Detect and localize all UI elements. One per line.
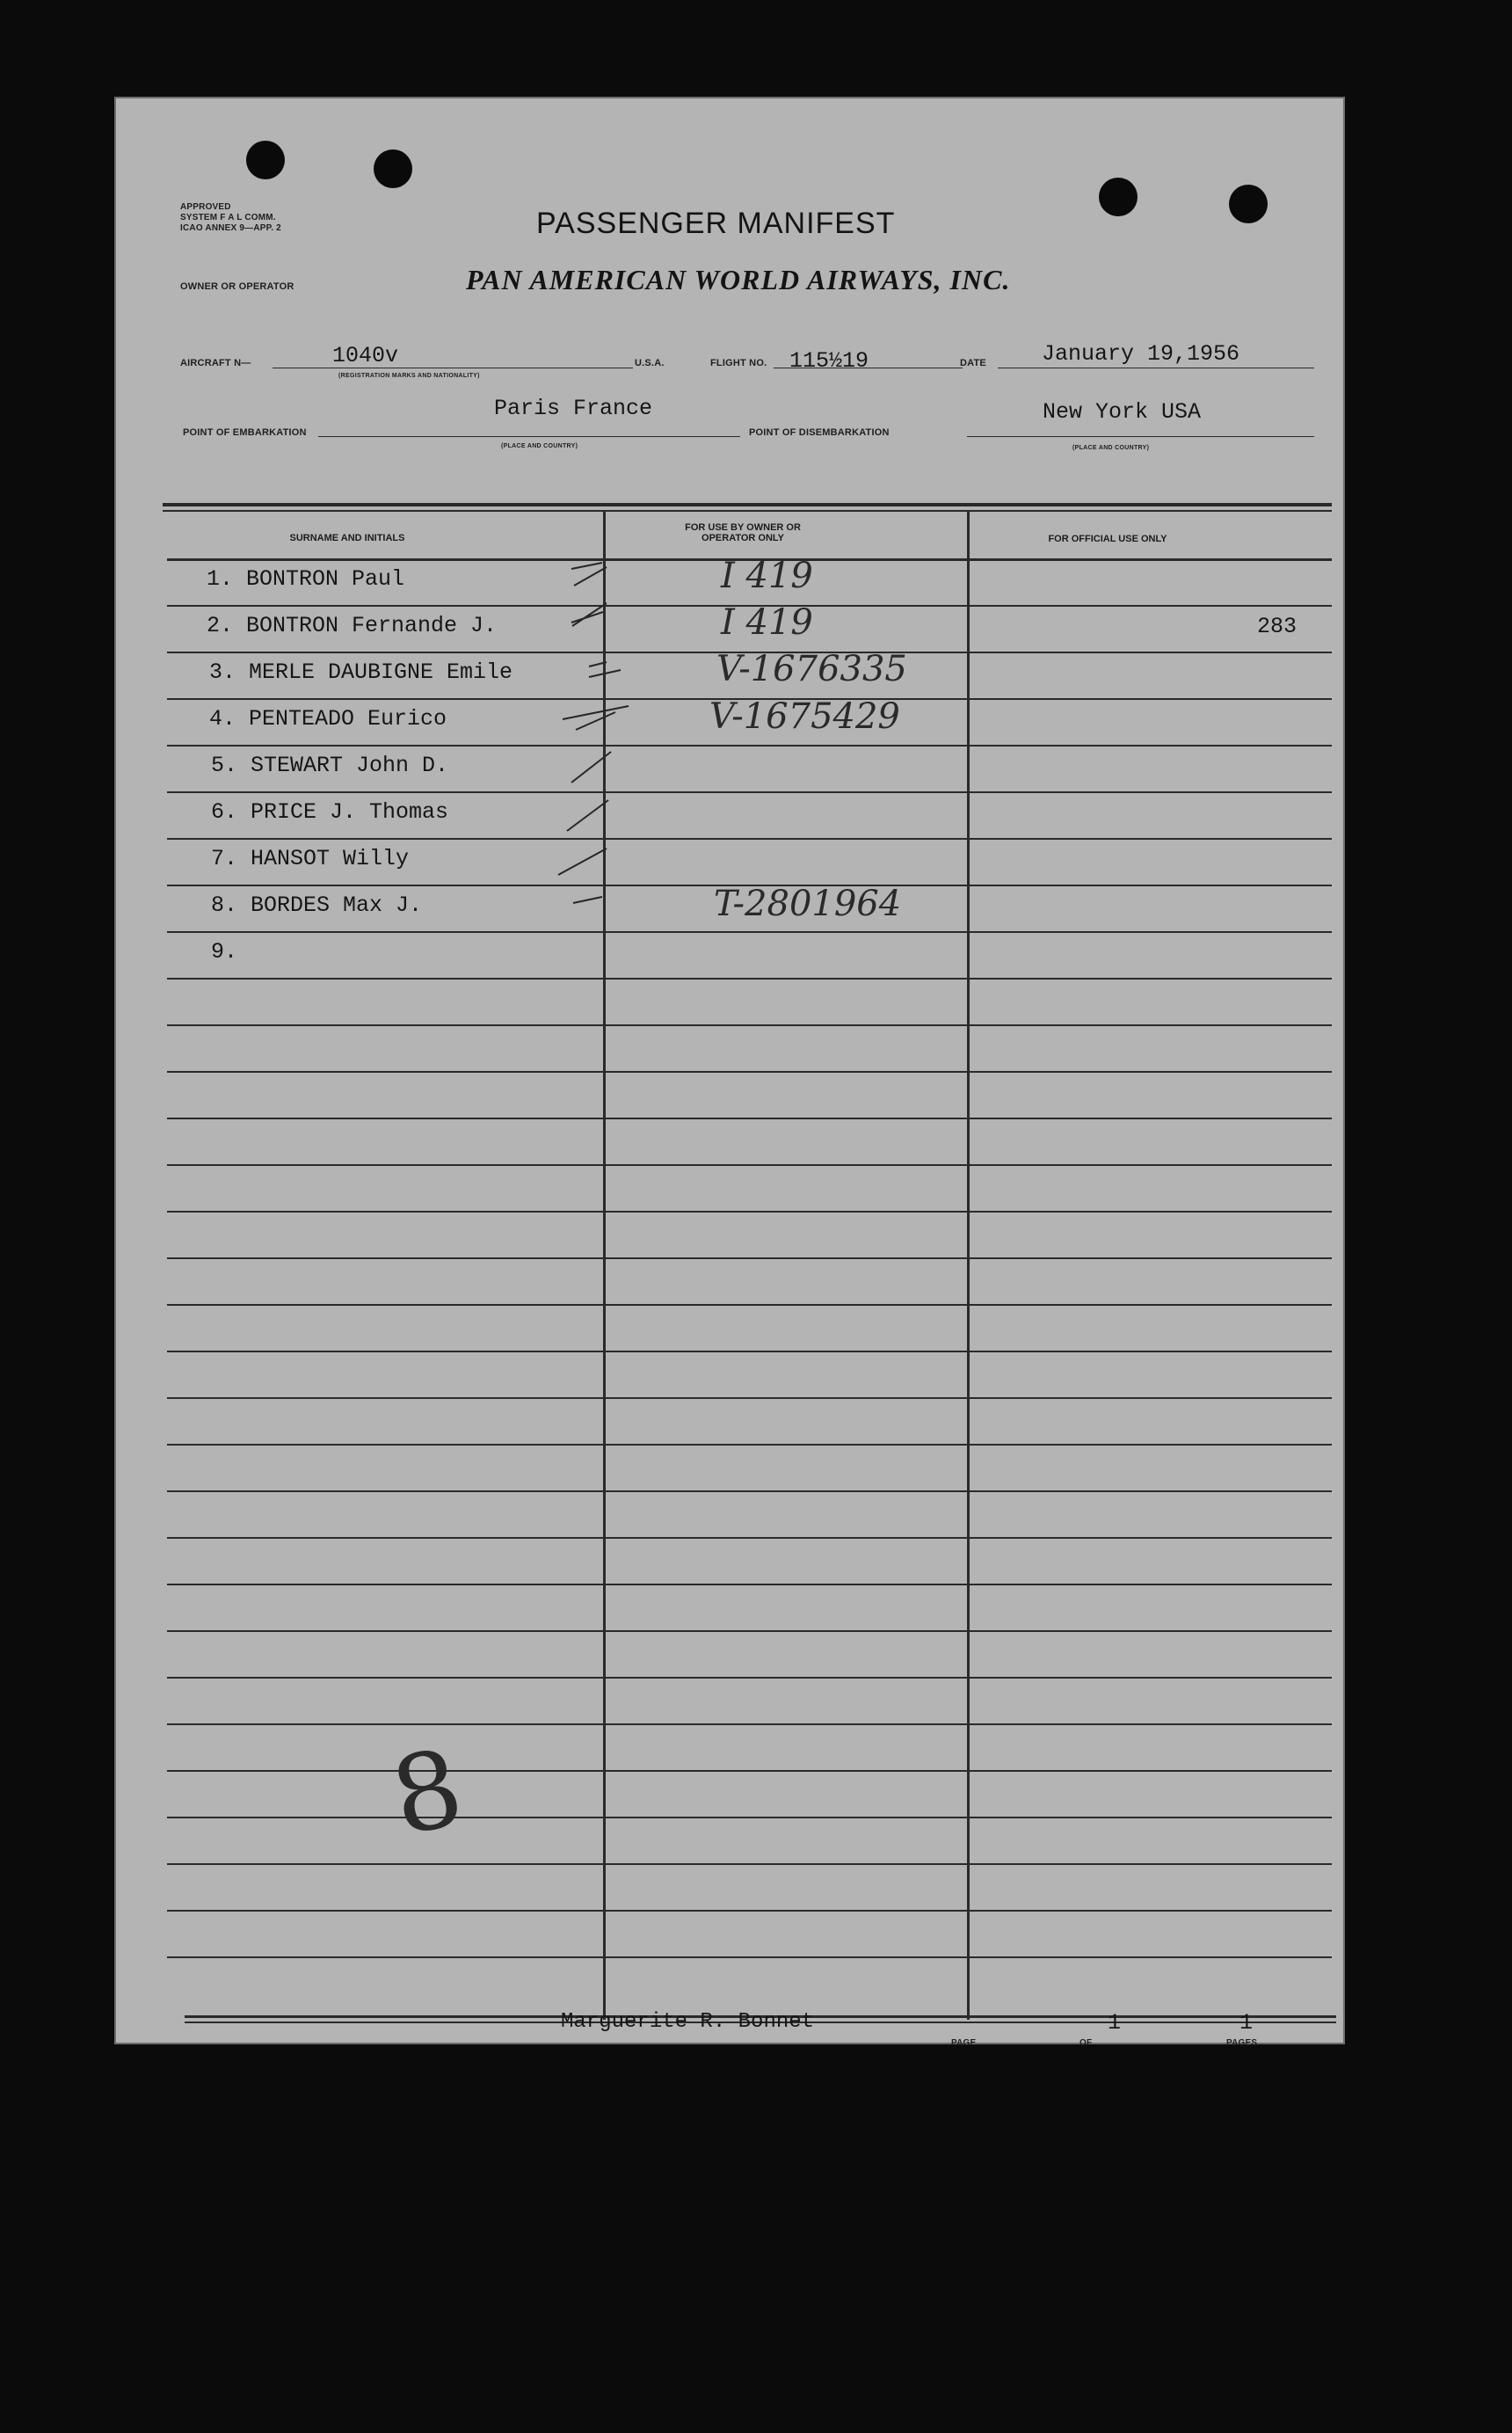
approval-line: APPROVED <box>180 202 231 212</box>
approval-line: ICAO ANNEX 9—APP. 2 <box>180 223 281 233</box>
passenger-row: 8. BORDES Max J. <box>211 892 423 918</box>
airline-name: PAN AMERICAN WORLD AIRWAYS, INC. <box>466 264 1011 295</box>
disembarkation-label: POINT OF DISEMBARKATION <box>749 427 890 438</box>
page-title: PASSENGER MANIFEST <box>536 207 896 240</box>
passenger-row: 9. <box>211 939 238 965</box>
embarkation-label: POINT OF EMBARKATION <box>183 427 307 438</box>
of-label: OF <box>1079 2038 1093 2048</box>
page-number: 1 <box>1108 2010 1122 2036</box>
flight-label: FLIGHT NO. <box>710 358 767 368</box>
usa-label: U.S.A. <box>635 358 665 368</box>
manifest-sheet <box>114 97 1345 2044</box>
owner-note: I 419 <box>721 556 813 596</box>
passenger-row: 2. BONTRON Fernande J. <box>207 613 498 638</box>
owner-label: OWNER OR OPERATOR <box>180 281 294 292</box>
flight-date: January 19,1956 <box>1042 341 1240 367</box>
owner-note: V-1675429 <box>709 696 900 737</box>
signature: Marguerite R. Bonnet <box>561 2010 815 2034</box>
passenger-row: 4. PENTEADO Eurico <box>209 706 447 732</box>
aircraft-number: 1040v <box>332 343 399 368</box>
aircraft-label: AIRCRAFT N— <box>180 358 251 368</box>
column-header-owner: FOR USE BY OWNER OR OPERATOR ONLY <box>685 522 801 543</box>
owner-note: T-2801964 <box>714 884 902 924</box>
column-header-official: FOR OFFICIAL USE ONLY <box>1048 534 1167 544</box>
official-value: 283 <box>1257 614 1298 639</box>
embarkation-value: Paris France <box>494 396 653 421</box>
column-header-name: SURNAME AND INITIALS <box>289 533 405 543</box>
owner-note: V-1676335 <box>716 649 907 689</box>
aircraft-caption: (REGISTRATION MARKS AND NATIONALITY) <box>338 373 480 379</box>
date-label: DATE <box>960 358 986 368</box>
approval-line: SYSTEM F A L COMM. <box>180 213 276 222</box>
passenger-row: 3. MERLE DAUBIGNE Emile <box>209 659 513 685</box>
check-marks <box>114 97 1345 2044</box>
passenger-row: 7. HANSOT Willy <box>211 846 410 871</box>
flight-number: 115½19 <box>789 348 869 374</box>
disembarkation-caption: (PLACE AND COUNTRY) <box>1072 445 1150 451</box>
owner-note: I 419 <box>721 602 813 643</box>
pages-label: PAGES <box>1226 2038 1258 2048</box>
page-label: PAGE <box>951 2038 977 2048</box>
page-total: 1 <box>1239 2010 1254 2036</box>
disembarkation-value: New York USA <box>1043 399 1202 425</box>
embarkation-caption: (PLACE AND COUNTRY) <box>501 443 578 449</box>
passenger-row: 5. STEWART John D. <box>211 753 449 778</box>
total-count-mark: 8 <box>382 1726 473 1861</box>
passenger-row: 1. BONTRON Paul <box>207 566 405 592</box>
passenger-row: 6. PRICE J. Thomas <box>211 799 449 825</box>
